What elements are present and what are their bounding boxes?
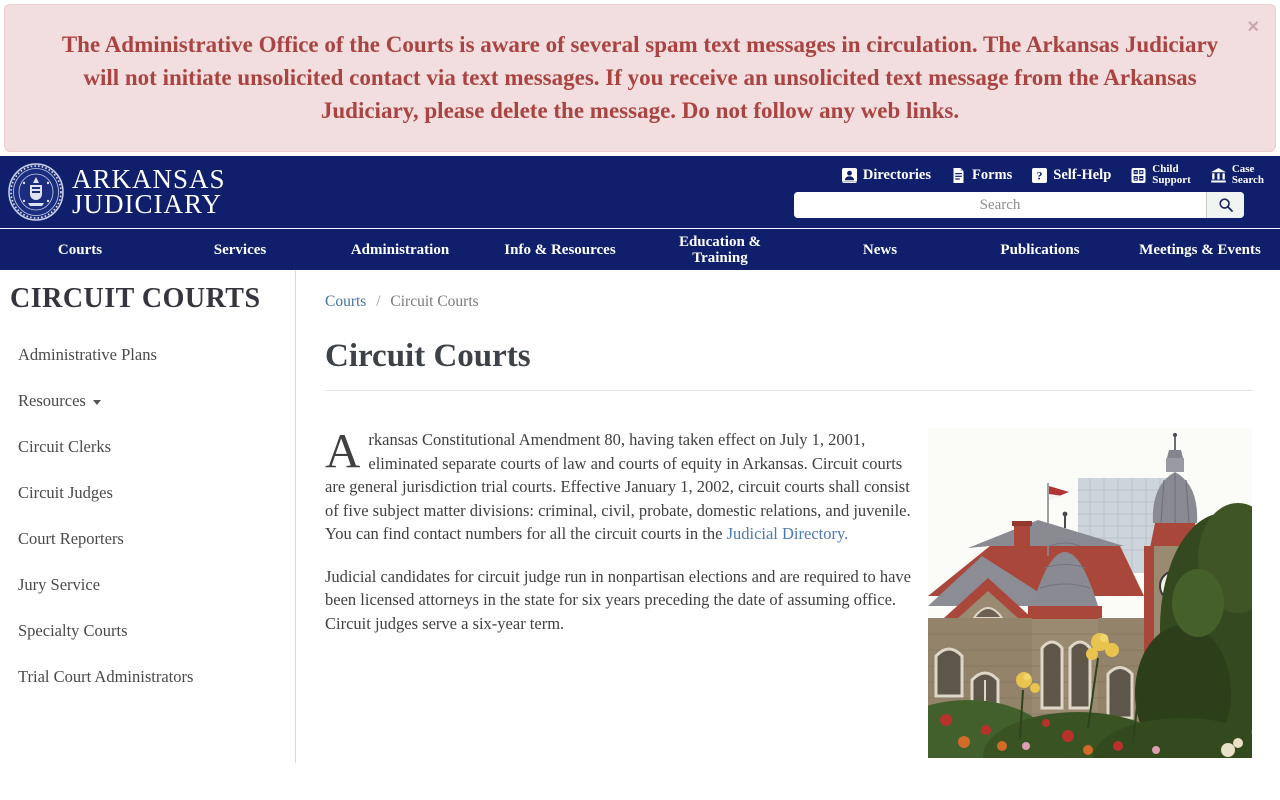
- article: [325, 423, 1280, 635]
- search-button[interactable]: [1206, 192, 1244, 218]
- intro-paragraph: [325, 423, 922, 546]
- utility-link-label-line1: Child: [1152, 163, 1179, 175]
- page: [0, 4, 1280, 800]
- spam-alert-banner: [4, 4, 1276, 152]
- address-book-icon: [841, 167, 858, 184]
- main-nav: [0, 228, 1280, 270]
- sidebar-item-specialty-courts[interactable]: Specialty Courts: [18, 621, 128, 640]
- utility-link-label: [1152, 164, 1191, 186]
- sidebar-item-court-reporters[interactable]: Court Reporters: [18, 529, 124, 548]
- sidebar-item-trial-court-administrators[interactable]: Trial Court Administrators: [18, 667, 194, 686]
- page-title: Circuit Courts: [325, 338, 531, 374]
- question-mark-icon: [1031, 167, 1048, 184]
- breadcrumb-courts-link[interactable]: Courts: [325, 293, 367, 310]
- search-bar: [794, 192, 1244, 218]
- title-divider: [325, 390, 1252, 391]
- site-title-line1: ARKANSAS: [72, 164, 226, 194]
- site-title-line2: JUDICIARY: [72, 189, 223, 219]
- candidates-paragraph: Judicial candidates for circuit judge run in nonpartisan elections and are required to have been licensed attorneys in the state for six years preceding the date of assuming office. Circuit judges serve a six-year term.: [325, 566, 911, 633]
- search-icon: [1218, 197, 1234, 213]
- nav-item-publications[interactable]: Publications: [1000, 241, 1080, 258]
- judicial-directory-link[interactable]: Judicial Directory.: [726, 524, 849, 543]
- sidebar-item-label: Resources: [18, 391, 86, 410]
- nav-item-courts[interactable]: Courts: [57, 241, 103, 258]
- content: [0, 270, 1280, 763]
- dropcap: A: [325, 423, 361, 478]
- nav-item-info-resources[interactable]: Info & Resources: [504, 241, 616, 258]
- nav-item-meetings-events[interactable]: Meetings & Events: [1139, 241, 1261, 258]
- utility-link-label: Self-Help: [1053, 166, 1112, 183]
- utility-link-label-line2: Support: [1152, 174, 1191, 186]
- sidebar-item-administrative-plans[interactable]: Administrative Plans: [18, 345, 157, 364]
- nav-item-services[interactable]: Services: [213, 241, 267, 258]
- utility-link-child-support[interactable]: [1130, 164, 1191, 186]
- nav-item-label: Education & Training: [678, 233, 762, 266]
- utility-link-label-line1: Case: [1231, 163, 1255, 175]
- utility-link-self-help[interactable]: [1031, 167, 1111, 184]
- sidebar-title: CIRCUIT COURTS: [10, 283, 261, 314]
- utility-link-label: Forms: [972, 166, 1013, 183]
- sidebar-menu: [10, 345, 285, 687]
- utility-link-directories[interactable]: [841, 167, 931, 184]
- sidebar-item-resources[interactable]: [10, 391, 101, 410]
- breadcrumb: [325, 293, 1280, 311]
- breadcrumb-separator: /: [376, 293, 381, 310]
- sidebar-item-circuit-clerks[interactable]: Circuit Clerks: [18, 437, 112, 456]
- main-content: [325, 270, 1280, 635]
- svg-text:?: ?: [1036, 168, 1043, 183]
- nav-item-administration[interactable]: Administration: [350, 241, 450, 258]
- site-header: [0, 156, 1280, 228]
- intro-text: rkansas Constitutional Amendment 80, having taken effect on July 1, 2001, eliminated separate courts of law and courts of equity in Arkansas. Circuit courts are general jurisdiction trial courts. Effective January 1, 2002, circuit courts shall consist of five subject matter divisions: criminal, civil, probate, domestic relations, and juvenile. You can find contact numbers for all the circuit courts in the: [325, 430, 911, 543]
- sidebar-item-jury-service[interactable]: Jury Service: [18, 575, 101, 594]
- nav-item-education-training[interactable]: [640, 229, 800, 270]
- site-title: [72, 164, 226, 219]
- utility-link-label-line2: Search: [1231, 174, 1264, 186]
- sidebar-item-circuit-judges[interactable]: Circuit Judges: [18, 483, 113, 502]
- document-icon: [950, 167, 967, 184]
- utility-link-forms[interactable]: [950, 167, 1012, 184]
- courthouse-icon: [1210, 167, 1227, 184]
- utility-link-label: [1232, 164, 1264, 186]
- calculator-icon: [1130, 167, 1147, 184]
- close-icon[interactable]: ×: [1247, 16, 1259, 38]
- utility-link-label: Directories: [862, 166, 932, 183]
- breadcrumb-current: Circuit Courts: [390, 293, 479, 310]
- utility-nav: [794, 156, 1264, 186]
- chevron-down-icon: [93, 400, 101, 405]
- supreme-court-seal-icon: [8, 163, 64, 221]
- search-input[interactable]: [794, 192, 1206, 218]
- utility-link-case-search[interactable]: [1210, 164, 1264, 186]
- sidebar: [0, 270, 296, 763]
- courthouse-photo: [928, 428, 1252, 758]
- alert-message: The Administrative Office of the Courts is aware of several spam text messages in circulation. The Arkansas Judiciary will not initiate unsolicited contact via text messages. If you receive an unsolicited text message from the Arkansas Judiciary, please delete the message. Do not follow any web links.: [61, 32, 1219, 123]
- nav-item-news[interactable]: News: [862, 241, 898, 258]
- header-right: [794, 156, 1264, 218]
- site-logo[interactable]: [8, 163, 226, 221]
